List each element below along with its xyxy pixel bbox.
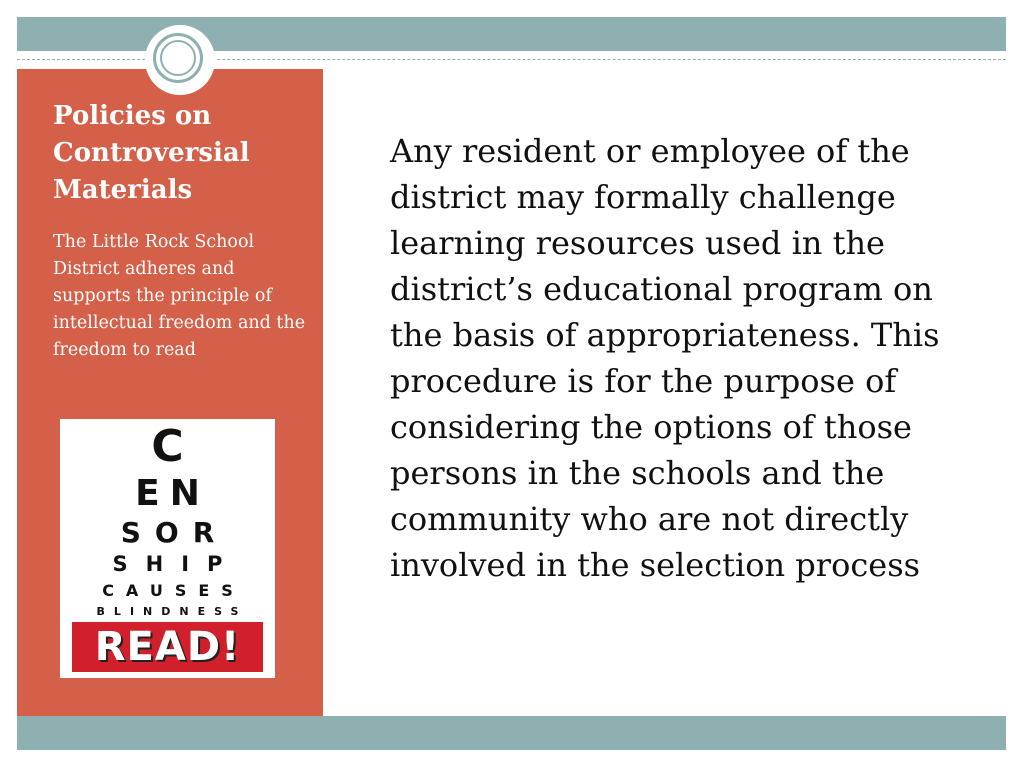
slide-subtitle: The Little Rock School District adheres and supports the principle of intellectual freedom and the freedom to read bbox=[53, 232, 306, 360]
circle-ornament-inner bbox=[160, 40, 196, 76]
eye-chart-row: BLINDNESS bbox=[96, 605, 248, 618]
eye-chart-row: CAUSES bbox=[102, 581, 245, 600]
eye-chart-row: C bbox=[151, 421, 184, 472]
read-banner-label: READ! bbox=[94, 624, 241, 670]
censorship-eye-chart-image bbox=[60, 419, 275, 678]
read-banner bbox=[72, 622, 263, 672]
eye-chart-row: EN bbox=[135, 473, 210, 514]
eye-chart-row: SHIP bbox=[112, 552, 241, 576]
slide-body-text: Any resident or employee of the district may formally challenge learning resources used in the district’s educational program on the basis of appropriateness. This procedure is for the purpose of considering the options of those persons in the schools and the community who are not directly involved in the selection process bbox=[390, 132, 940, 584]
slide-title: Policies on Controversial Materials bbox=[53, 101, 250, 205]
eye-chart-row: SOR bbox=[120, 516, 229, 549]
bottom-band bbox=[17, 716, 1006, 750]
